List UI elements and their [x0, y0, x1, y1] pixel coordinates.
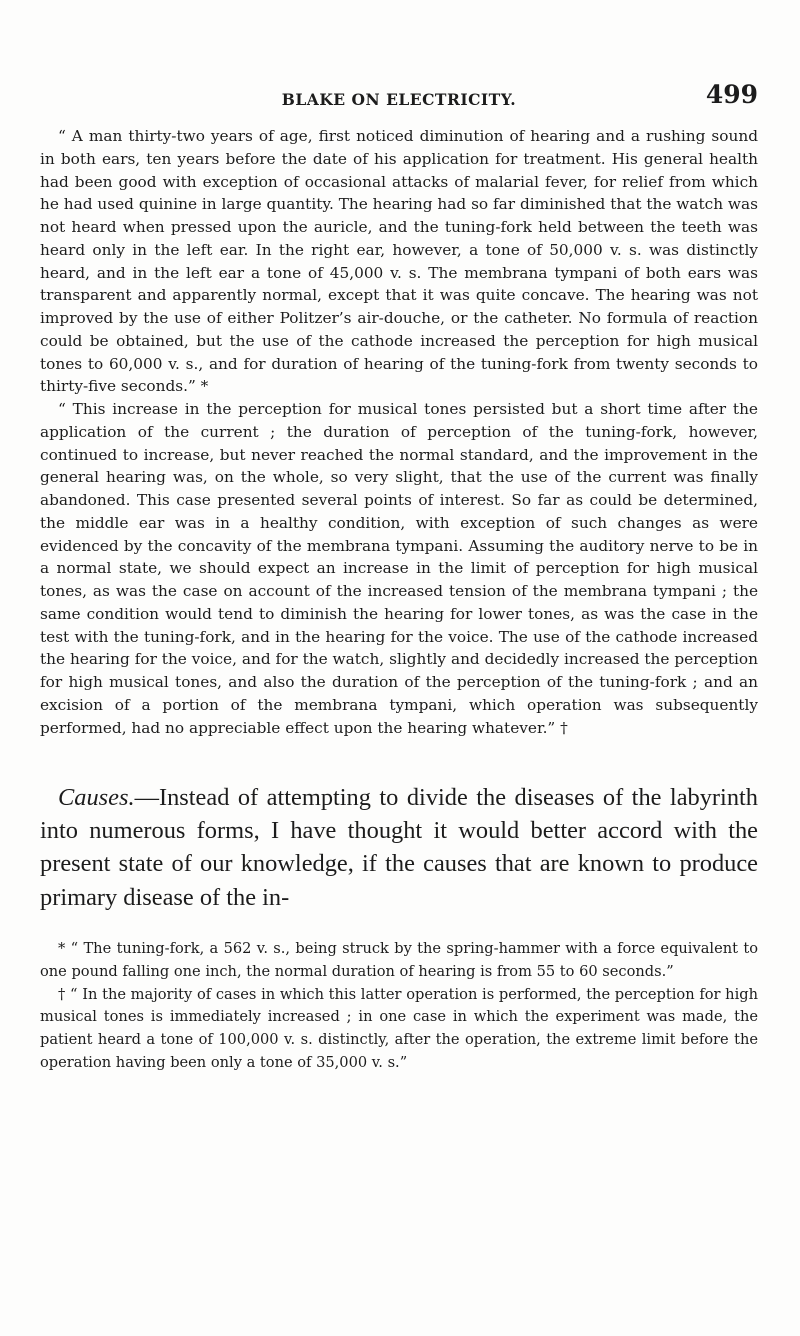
page-number: 499 [705, 80, 758, 109]
footnote-dagger: † “ In the majority of cases in which this latter operation is performed, the perception for high musical tones is immediately increased ; in one case in which the experiment was made, the patient heard a tone of 100,000 v. s. distinctly, after the operation, the extreme limit before the operation having been only a tone of 35,000 v. s.” [40, 985, 758, 1071]
footnote-asterisk: * “ The tuning-fork, a 562 v. s., being struck by the spring-hammer with a force equivalent to one pound falling one inch, the normal duration of hearing is from 55 to 60 seconds.” [40, 940, 758, 980]
causes-section [40, 781, 758, 914]
paragraph-case-report: “ A man thirty-two years of age, first noticed diminution of hearing and a rushing sound in both ears, ten years before the date of his application for treatment. His general health had been good with exception of occasional attacks of malarial fever, for relief from which he had used quinine in large quantity. The hearing had so far diminished that the watch was not heard when pressed upon the auricle, and the tuning-fork held between the teeth was heard only in the left ear. In the right ear, however, a tone of 50,000 v. s. was distinctly heard, and in the left ear a tone of 45,000 v. s. The membrana tympani of both ears was transparent and apparently normal, except that it was quite concave. The hearing was not improved by the use of either Politzer’s air-douche, or the catheter. No formula of reaction could be obtained, but the use of the cathode increased the perception for high musical tones to 60,000 v. s., and for duration of hearing of the tuning-fork from twenty seconds to thirty-five seconds.” * [40, 127, 758, 396]
running-title: BLAKE ON ELECTRICITY. [281, 90, 517, 109]
running-head [40, 80, 758, 116]
body-text [40, 125, 758, 739]
footnotes [40, 938, 758, 1075]
causes-text: —Instead of attempting to divide the diseases of the labyrinth into numerous forms, I have thought it would better accord with the present state of our knowledge, if the causes that are known to produce primary disease of the in- [40, 784, 758, 911]
causes-paragraph [40, 781, 758, 914]
causes-heading: Causes. [58, 784, 135, 811]
paragraph-case-discussion: “ This increase in the perception for musical tones persisted but a short time after the application of the current ; the duration of perception of the tuning-fork, however, continued to increase, but never reached the normal standard, and the improvement in the general hearing was, on the whole, so very slight, that the use of the current was finally abandoned. This case presented several points of interest. So far as could be determined, the middle ear was in a healthy condition, with exception of such changes as were evidenced by the concavity of the membrana tympani. Assuming the auditory nerve to be in a normal state, we should expect an increase in the limit of perception for high musical tones, as was the case on account of the increased tension of the membrana tympani ; the same condition would tend to diminish the hearing for lower tones, as was the case in the test with the tuning-fork, and in the hearing for the voice. The use of the cathode increased the hearing for the voice, and for the watch, slightly and decidedly increased the perception for high musical tones, and also the duration of the perception of the tuning-fork ; and an excision of a portion of the membrana tympani, which operation was subsequently performed, had no appreciable effect upon the hearing whatever.” † [40, 400, 758, 737]
